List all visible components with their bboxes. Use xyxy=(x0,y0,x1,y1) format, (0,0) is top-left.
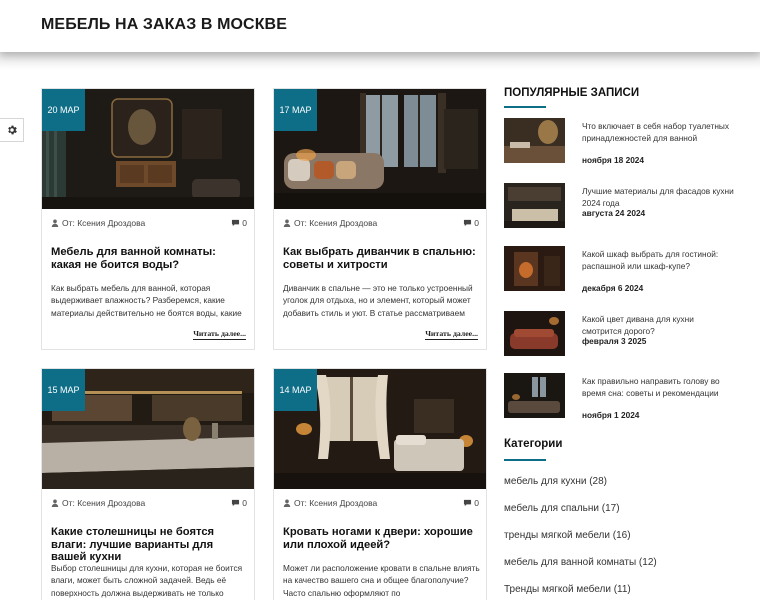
post-meta xyxy=(51,216,247,230)
popular-post-thumbnail[interactable] xyxy=(504,311,565,356)
comment-count[interactable] xyxy=(231,218,247,228)
post-card[interactable] xyxy=(41,368,255,600)
categories-heading: Категории xyxy=(504,438,563,450)
popular-post-title[interactable]: Какой шкаф выбрать для гостиной: распашной или шкаф-купе? xyxy=(582,249,719,272)
popular-post-thumbnail[interactable] xyxy=(504,373,565,418)
comment-count-value: 0 xyxy=(474,218,479,228)
author-name: От: Ксения Дроздова xyxy=(294,498,378,508)
comment-count[interactable] xyxy=(231,498,247,508)
popular-post-item[interactable] xyxy=(504,373,734,421)
popular-post-title[interactable]: Лучшие материалы для фасадов кухни 2024 года xyxy=(582,186,734,209)
read-more-link[interactable]: Читать далее... xyxy=(193,329,246,338)
site-header xyxy=(0,0,760,52)
popular-post-title[interactable]: Как правильно направить голову во время сна: советы и рекомендации xyxy=(582,376,720,399)
post-card[interactable] xyxy=(41,88,255,350)
comment-icon xyxy=(463,219,472,227)
popular-post-item[interactable] xyxy=(504,118,734,166)
popular-post-thumbnail[interactable] xyxy=(504,246,565,291)
post-card[interactable] xyxy=(273,368,487,600)
popular-post-title[interactable]: Какой цвет дивана для кухни смотрится дорого? xyxy=(582,314,694,337)
post-meta xyxy=(283,216,479,230)
post-thumbnail[interactable] xyxy=(274,369,486,489)
post-excerpt: Выбор столешницы для кухни, которая не боится влаги, может быть сложной задачей. Ведь её поверхность должна выдерживать не только xyxy=(51,563,243,598)
popular-post-date: февраля 3 2025 xyxy=(582,336,647,346)
user-icon xyxy=(51,499,59,507)
comment-count[interactable] xyxy=(463,218,479,228)
comment-icon xyxy=(231,219,240,227)
popular-post-item[interactable] xyxy=(504,246,734,294)
post-meta xyxy=(283,496,479,510)
category-link[interactable]: мебель для спальни (17) xyxy=(504,503,620,514)
comment-count-value: 0 xyxy=(242,218,247,228)
category-link[interactable]: Тренды мягкой мебели (11) xyxy=(504,584,631,595)
popular-post-thumbnail[interactable] xyxy=(504,183,565,228)
read-more-link[interactable]: Читать далее... xyxy=(425,329,478,338)
post-excerpt: Как выбрать мебель для ванной, которая выдерживает влажность? Разберемся, какие материалы действительно не боятся воды, какие xyxy=(51,283,242,318)
comment-count[interactable] xyxy=(463,498,479,508)
author-name: От: Ксения Дроздова xyxy=(62,218,146,228)
user-icon xyxy=(283,219,291,227)
date-badge: 14 МАР xyxy=(274,369,317,411)
header-shadow xyxy=(0,52,760,70)
category-link[interactable]: тренды мягкой мебели (16) xyxy=(504,530,631,541)
post-title[interactable]: Какие столешницы не боятся влаги: лучшие варианты для вашей кухни xyxy=(51,526,215,563)
category-link[interactable]: мебель для ванной комнаты (12) xyxy=(504,557,657,568)
comment-icon xyxy=(463,499,472,507)
author-name: От: Ксения Дроздова xyxy=(294,218,378,228)
date-badge: 17 МАР xyxy=(274,89,317,131)
comment-count-value: 0 xyxy=(474,498,479,508)
site-title[interactable]: МЕБЕЛЬ НА ЗАКАЗ В МОСКВЕ xyxy=(41,16,287,33)
post-author[interactable] xyxy=(51,218,145,228)
date-badge: 20 МАР xyxy=(42,89,85,131)
post-title[interactable]: Как выбрать диванчик в спальню: советы и хитрости xyxy=(283,246,476,271)
post-thumbnail[interactable] xyxy=(274,89,486,209)
post-thumbnail[interactable] xyxy=(42,89,254,209)
popular-post-thumbnail[interactable] xyxy=(504,118,565,163)
post-title[interactable]: Мебель для ванной комнаты: какая не боится воды? xyxy=(51,246,216,271)
popular-posts-heading: ПОПУЛЯРНЫЕ ЗАПИСИ xyxy=(504,87,640,99)
heading-underline xyxy=(504,106,546,108)
comment-icon xyxy=(231,499,240,507)
user-icon xyxy=(51,219,59,227)
popular-post-title[interactable]: Что включает в себя набор туалетных принадлежностей для ванной xyxy=(582,121,730,144)
post-meta xyxy=(51,496,247,510)
popular-post-date: декабря 6 2024 xyxy=(582,283,644,293)
popular-post-item[interactable] xyxy=(504,311,734,359)
gear-icon xyxy=(6,124,18,136)
post-author[interactable] xyxy=(283,498,377,508)
settings-toggle-button[interactable] xyxy=(0,118,24,142)
post-card[interactable] xyxy=(273,88,487,350)
popular-post-date: августа 24 2024 xyxy=(582,208,646,218)
post-author[interactable] xyxy=(51,498,145,508)
popular-post-date: ноября 18 2024 xyxy=(582,155,645,165)
author-name: От: Ксения Дроздова xyxy=(62,498,146,508)
popular-post-item[interactable] xyxy=(504,183,734,231)
comment-count-value: 0 xyxy=(242,498,247,508)
user-icon xyxy=(283,499,291,507)
post-excerpt: Может ли расположение кровати в спальне влиять на качество вашего сна и общее благополучие? Часто спальню оформляют по xyxy=(283,563,480,598)
post-excerpt: Диванчик в спальне — это не только устроенный уголок для отдыха, но и элемент, который может добавить стиль и уют. В статье рассматриваем xyxy=(283,283,473,318)
date-badge: 15 МАР xyxy=(42,369,85,411)
category-link[interactable]: мебель для кухни (28) xyxy=(504,476,608,487)
post-thumbnail[interactable] xyxy=(42,369,254,489)
post-author[interactable] xyxy=(283,218,377,228)
popular-post-date: ноября 1 2024 xyxy=(582,410,640,420)
post-title[interactable]: Кровать ногами к двери: хорошие или плохой идеей? xyxy=(283,526,473,551)
heading-underline xyxy=(504,459,546,461)
